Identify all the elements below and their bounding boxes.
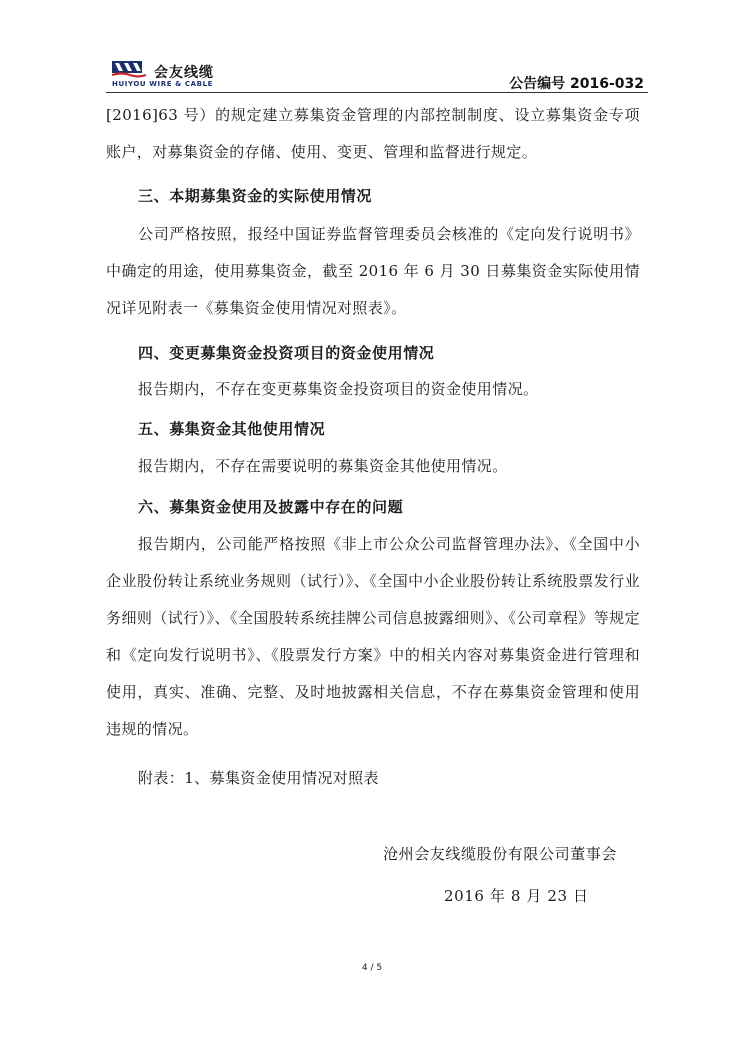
signature-date: 2016 年 8 月 23 日 (444, 887, 589, 905)
appendix-line: 附表：1、募集资金使用情况对照表 (138, 769, 379, 787)
announcement-number: 公告编号 2016-032 (509, 76, 644, 92)
section-heading-3: 三、本期募集资金的实际使用情况 (138, 187, 373, 205)
section-heading-4: 四、变更募集资金投资项目的资金使用情况 (138, 344, 435, 362)
section-heading-6: 六、募集资金使用及披露中存在的问题 (138, 498, 404, 516)
logo-company-name: 会友线缆 (154, 65, 214, 81)
paragraph-other-use: 报告期内，不存在需要说明的募集资金其他使用情况。 (138, 457, 508, 475)
page-number: 4 / 5 (361, 963, 383, 973)
section-heading-5: 五、募集资金其他使用情况 (138, 420, 326, 438)
paragraph-disclosure-issues: 报告期内，公司能严格按照《非上市公众公司监督管理办法》、《全国中小企业股份转让系统业务规则（试行）》、《全国中小企业股份转让系统股票发行业务细则（试行）》、《全国股转系统挂牌公司信息披露细则》、《公司章程》等规定和《定向发行说明书》、《股票发行方案》中的相关内容对募集资金进行管理和使用，真实、准确、完整、及时地披露相关信息，不存在募集资金管理和使用违规的情况。 (106, 535, 640, 738)
page-header (106, 56, 648, 93)
paragraph-actual-use: 公司严格按照，报经中国证券监督管理委员会核准的《定向发行说明书》中确定的用途，使用募集资金，截至 2016 年 6 月 30 日募集资金实际使用情况详见附表一《募集资金使用情况对照表》。 (106, 225, 640, 317)
paragraph-change-use: 报告期内，不存在变更募集资金投资项目的资金使用情况。 (138, 380, 539, 398)
signature-company: 沧州会友线缆股份有限公司董事会 (383, 845, 618, 863)
paragraph-fund-control: [2016]63 号）的规定建立募集资金管理的内部控制制度、设立募集资金专项账户，对募集资金的存储、使用、变更、管理和监督进行规定。 (106, 106, 640, 161)
logo-english-name: HUIYOU WIRE & CABLE (112, 80, 214, 88)
